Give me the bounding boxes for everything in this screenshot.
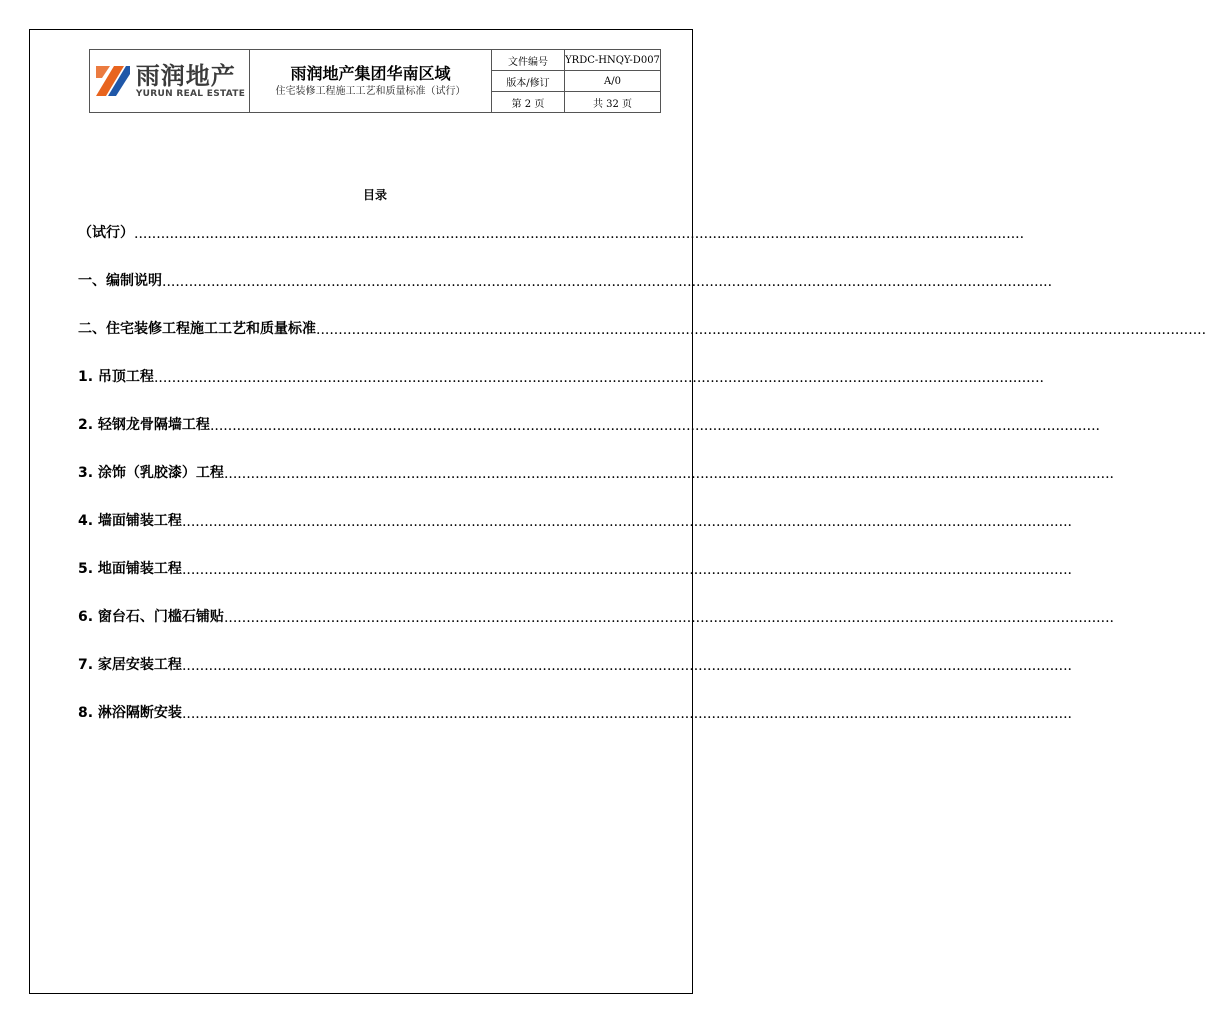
- document-subtitle: 住宅装修工程施工工艺和质量标准（试行）: [275, 86, 466, 97]
- toc-item[interactable]: [78, 688, 1072, 736]
- toc-item-label: 7. 家居安装工程: [78, 657, 182, 673]
- toc-leader-dots: ........................................................................................................................................................................................................: [181, 706, 1072, 722]
- toc-item[interactable]: [78, 304, 1206, 352]
- toc-item[interactable]: [78, 496, 1072, 544]
- toc-item-label: 6. 窗台石、门槛石铺贴: [78, 609, 224, 625]
- toc-leader-dots: ........................................................................................................................................................................................................: [209, 418, 1100, 434]
- toc-item-label: 4. 墙面铺装工程: [78, 513, 182, 529]
- toc-item[interactable]: [78, 256, 1053, 304]
- toc-item-label: （试行）: [78, 225, 134, 241]
- version-value: A/0: [565, 71, 661, 92]
- toc-item[interactable]: [78, 400, 1100, 448]
- toc-item-label: 3. 涂饰（乳胶漆）工程: [78, 465, 224, 481]
- toc-item[interactable]: [78, 592, 1114, 640]
- document-header: [89, 49, 661, 113]
- toc-item[interactable]: [78, 640, 1072, 688]
- logo-name-cn: 雨润地产: [135, 62, 236, 90]
- logo-name-en: YURUN REAL ESTATE: [135, 89, 246, 99]
- toc-leader-dots: ........................................................................................................................................................................................................: [134, 226, 1025, 242]
- doc-no-value: YRDC-HNQY-D007: [565, 50, 661, 71]
- toc-item[interactable]: [78, 352, 1044, 400]
- logo-cell: [90, 50, 250, 113]
- toc-leader-dots: ........................................................................................................................................................................................................: [181, 514, 1072, 530]
- toc-leader-dots: ........................................................................................................................................................................................................: [153, 370, 1044, 386]
- toc-item[interactable]: [78, 208, 1025, 256]
- total-pages: 共 32 页: [565, 92, 661, 113]
- toc-item-label: 一、编制说明: [78, 273, 162, 289]
- toc-title: 目录: [362, 188, 387, 202]
- version-label: 版本/修订: [492, 71, 565, 92]
- toc-leader-dots: ........................................................................................................................................................................................................: [223, 466, 1114, 482]
- table-of-contents: [78, 208, 1206, 736]
- company-logo: [90, 63, 249, 99]
- toc-item-label: 5. 地面铺装工程: [78, 561, 182, 577]
- toc-item[interactable]: [78, 544, 1072, 592]
- page-number: 第 2 页: [492, 92, 565, 113]
- toc-item-label: 1. 吊顶工程: [78, 369, 154, 385]
- toc-leader-dots: ........................................................................................................................................................................................................: [162, 274, 1053, 290]
- toc-leader-dots: ........................................................................................................................................................................................................: [181, 562, 1072, 578]
- toc-item-label: 2. 轻钢龙骨隔墙工程: [78, 417, 210, 433]
- toc-leader-dots: ........................................................................................................................................................................................................: [223, 610, 1114, 626]
- doc-no-label: 文件编号: [492, 50, 565, 71]
- logo-mark-icon: [94, 64, 130, 98]
- toc-item-label: 二、住宅装修工程施工工艺和质量标准: [78, 321, 316, 337]
- toc-item-label: 8. 淋浴隔断安装: [78, 705, 182, 721]
- toc-item[interactable]: [78, 448, 1114, 496]
- company-name: 雨润地产集团华南区域: [290, 64, 451, 83]
- toc-leader-dots: ........................................................................................................................................................................................................: [316, 322, 1206, 338]
- title-cell: [250, 50, 492, 113]
- toc-leader-dots: ........................................................................................................................................................................................................: [181, 658, 1072, 674]
